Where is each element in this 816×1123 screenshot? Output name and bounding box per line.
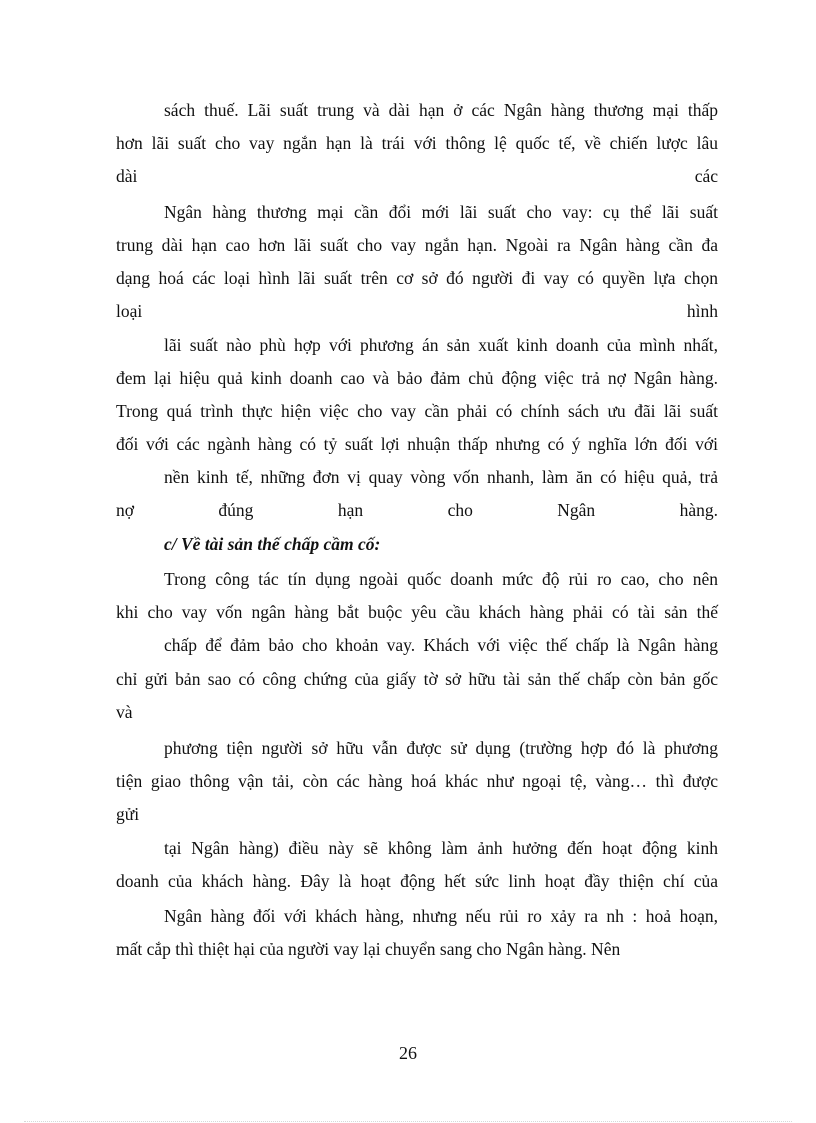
text-line: nền kinh tế, những đơn vị quay vòng vốn nhanh, làm ăn có hiệu quả, trả <box>164 467 718 487</box>
section-heading: c/ Về tài sản thế chấp cầm cố: <box>164 534 381 554</box>
text-line: dài <box>116 166 138 186</box>
text-line: Trong quá trình thực hiện việc cho vay cần phải có chính sách ưu đãi lãi suất <box>116 401 718 421</box>
text-line: phương tiện người sở hữu vẫn được sử dụng (trường hợp đó là phương <box>164 738 718 758</box>
page-number: 26 <box>399 1043 417 1063</box>
text-line: loại <box>116 301 143 321</box>
text-line: và <box>116 702 133 722</box>
text-line: Ngân hàng đối với khách hàng, nhưng nếu rủi ro xảy ra nh : hoả hoạn, <box>164 906 718 926</box>
text-line: dạng hoá các loại hình lãi suất trên cơ sở đó người đi vay có quyền lựa chọn <box>116 268 718 288</box>
text-line: doanh của khách hàng. Đây là hoạt động hết sức linh hoạt đầy thiện chí của <box>116 871 718 891</box>
text-line: Trong công tác tín dụng ngoài quốc doanh mức độ rủi ro cao, cho nên <box>164 569 718 589</box>
text-line: gửi <box>116 804 140 824</box>
text-line: các <box>694 166 718 186</box>
text-line: tiện giao thông vận tải, còn các hàng hoá khác như ngoại tệ, vàng… thì được <box>116 771 718 791</box>
text-line: đối với các ngành hàng có tỷ suất lợi nhuận thấp nhưng có ý nghĩa lớn đối với <box>116 434 718 454</box>
text-line: khi cho vay vốn ngân hàng bắt buộc yêu cầu khách hàng phải có tài sản thế <box>116 602 718 622</box>
text-line: lãi suất nào phù hợp với phương án sản xuất kinh doanh của mình nhất, <box>164 335 718 355</box>
text-line: hình <box>686 301 718 321</box>
text-line: Ngân hàng thương mại cần đổi mới lãi suất cho vay: cụ thể lãi suất <box>164 202 718 222</box>
text-line: đem lại hiệu quả kinh doanh cao và bảo đảm chủ động việc trả nợ Ngân hàng. <box>116 368 718 388</box>
text-line: trung dài hạn cao hơn lãi suất cho vay ngắn hạn. Ngoài ra Ngân hàng cần đa <box>116 235 718 255</box>
text-line: mất cắp thì thiệt hại của người vay lại chuyển sang cho Ngân hàng. Nên <box>116 939 621 959</box>
text-line: nợ đúng hạn cho Ngân hàng. <box>116 500 718 520</box>
text-line: sách thuế. Lãi suất trung và dài hạn ở các Ngân hàng thương mại thấp <box>164 100 718 120</box>
text-line: chỉ gửi bản sao có công chứng của giấy tờ sở hữu tài sản thế chấp còn bản gốc <box>116 669 718 689</box>
text-line: hơn lãi suất cho vay ngắn hạn là trái với thông lệ quốc tế, về chiến lược lâu <box>116 133 718 153</box>
text-line: tại Ngân hàng) điều này sẽ không làm ảnh hưởng đến hoạt động kinh <box>164 838 718 858</box>
page-bottom-divider <box>24 1121 792 1122</box>
text-line: chấp để đảm bảo cho khoản vay. Khách với việc thế chấp là Ngân hàng <box>164 635 718 655</box>
